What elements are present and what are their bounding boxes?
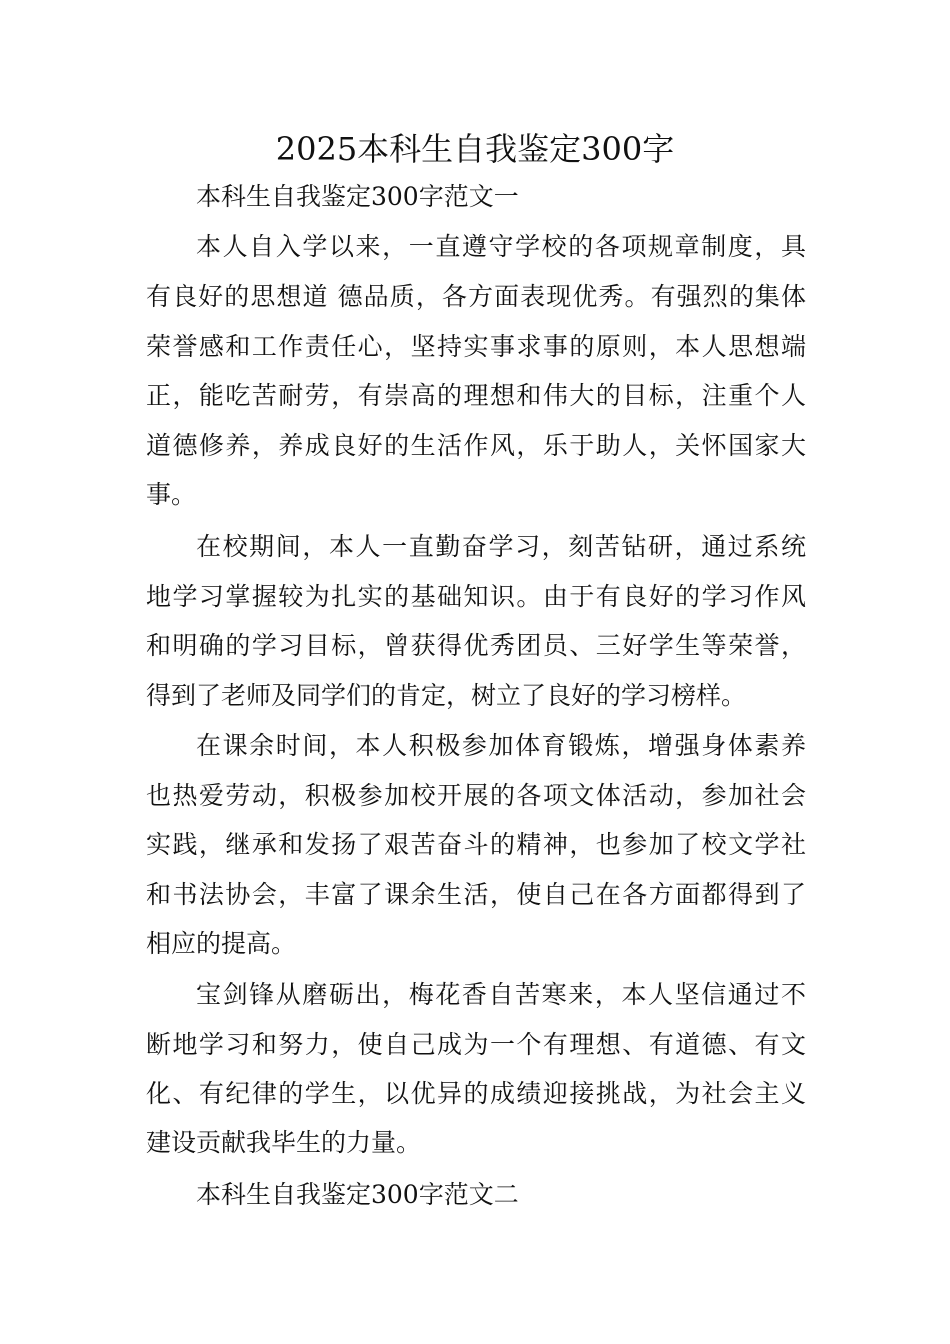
paragraph-line: 道德修养，养成良好的生活作风，乐于助人，关怀国家大 [146, 431, 806, 460]
document-title: 2025本科生自我鉴定300字 [275, 130, 675, 168]
section-heading-1: 本科生自我鉴定300字范文一 [196, 182, 519, 211]
paragraph-line: 事。 [146, 480, 197, 509]
paragraph-line: 化、有纪律的学生，以优异的成绩迎接挑战，为社会主义 [146, 1079, 806, 1108]
paragraph-line: 荣誉感和工作责任心，坚持实事求事的原则，本人思想端 [146, 332, 806, 361]
paragraph-line: 和明确的学习目标，曾获得优秀团员、三好学生等荣誉， [146, 631, 806, 660]
paragraph-line: 断地学习和努力，使自己成为一个有理想、有道德、有文 [146, 1030, 806, 1059]
paragraph-line: 得到了老师及同学们的肯定，树立了良好的学习榜样。 [146, 681, 747, 710]
paragraph-line: 在课余时间，本人积极参加体育锻炼，增强身体素养 [196, 731, 806, 760]
paragraph-line: 地学习掌握较为扎实的基础知识。由于有良好的学习作风 [146, 582, 806, 611]
paragraph-line: 在校期间，本人一直勤奋学习，刻苦钻研，通过系统 [196, 532, 806, 561]
paragraph-line: 也热爱劳动，积极参加校开展的各项文体活动，参加社会 [146, 781, 806, 810]
paragraph-line: 和书法协会，丰富了课余生活，使自己在各方面都得到了 [146, 880, 806, 909]
paragraph-line: 宝剑锋从磨砺出，梅花香自苦寒来，本人坚信通过不 [196, 980, 806, 1009]
paragraph-line: 本人自入学以来，一直遵守学校的各项规章制度，具 [196, 232, 806, 261]
paragraph-line: 有良好的思想道 德品质，各方面表现优秀。有强烈的集体 [146, 282, 806, 311]
paragraph-line: 实践，继承和发扬了艰苦奋斗的精神，也参加了校文学社 [146, 830, 806, 859]
section-heading-2: 本科生自我鉴定300字范文二 [196, 1180, 519, 1209]
paragraph-line: 相应的提高。 [146, 929, 297, 958]
paragraph-line: 建设贡献我毕生的力量。 [146, 1128, 422, 1157]
paragraph-line: 正，能吃苦耐劳，有崇高的理想和伟大的目标，注重个人 [146, 381, 806, 410]
